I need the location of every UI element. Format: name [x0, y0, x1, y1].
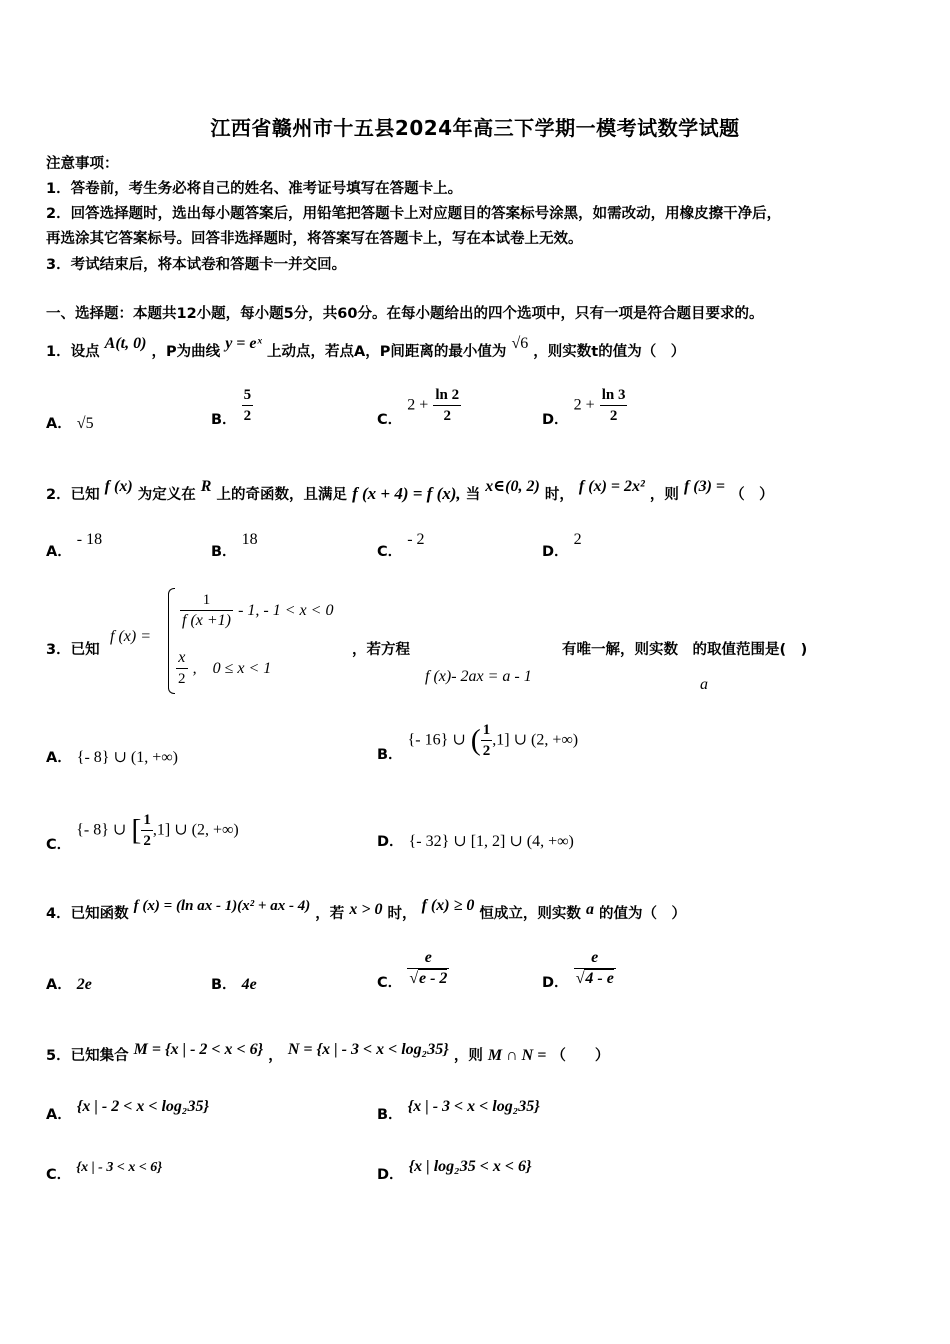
q5-option-c[interactable]: C． {x | - 3 < x < 6} — [46, 1160, 163, 1183]
q3-stem-2: 有唯一解，则实数 的取值范围是( ) — [562, 642, 808, 658]
q3-brace — [168, 588, 175, 694]
page-title: 江西省赣州市十五县2024年高三下学期一模考试数学试题 — [210, 116, 740, 140]
notice-item-1: 1．答卷前，考生务必将自己的姓名、准考证号填写在答题卡上。 — [46, 181, 463, 197]
q4-option-d[interactable]: D． $\frac{e}{√4 - e}$ — [542, 949, 614, 991]
q5-stem: 5．已知集合 M = {x | - 2 < x < 6} ， N = {x | - 3 < x < log₂35} ，则 M ∩ N = （ ） — [46, 1041, 610, 1064]
q2-stem: 2．已知 f (x) 为定义在 R 上的奇函数，且满足 f (x + 4) = f (x), 当 x∈(0, 2) 时， f (x) = 2x² ，则 f (3) = （ ） — [46, 478, 774, 503]
q5-option-a[interactable]: A． {x | - 2 < x < log₂35} — [46, 1098, 210, 1123]
q4-option-c[interactable]: C． $\frac{e}{√e - 2}$ — [377, 949, 448, 991]
q5-option-b[interactable]: B． {x | - 3 < x < log₂35} — [377, 1098, 540, 1123]
notice-item-2b: 再选涂其它答案标号。回答非选择题时，将答案写在答题卡上，写在本试卷上无效。 — [46, 231, 583, 247]
q3-option-b[interactable]: B． {- 16} ∪ ( $\frac{1}{2}$ ,1] ∪ (2, +∞) — [377, 722, 579, 763]
section-heading: 一、选择题：本题共12小题，每小题5分，共60分。在每小题给出的四个选项中，只有一项是符合题目要求的。 — [46, 306, 764, 322]
q2-option-b[interactable]: B． 18 — [211, 531, 258, 560]
q2-option-d[interactable]: D． 2 — [542, 531, 582, 560]
q4-option-b[interactable]: B． 4e — [211, 976, 257, 993]
q3-fx: f (x) = — [110, 628, 151, 645]
q1-stem: 1．设点 A(t, 0) ，P为曲线 y = eˣ 上动点，若点A，P间距离的最小值为 √6 ，则实数t的值为（ ） — [46, 335, 686, 360]
q1-option-a[interactable]: A． √5 — [46, 415, 94, 432]
q1-option-b[interactable]: B． $\frac{5}{2}$ — [211, 387, 252, 428]
q3-option-d[interactable]: D． {- 32} ∪ [1, 2] ∪ (4, +∞) — [377, 833, 574, 850]
q3-a: a — [700, 676, 708, 693]
q1-option-d[interactable]: D． 2 + $\frac{\ln 3}{2}$ — [542, 387, 626, 428]
q2-option-a[interactable]: A． - 18 — [46, 531, 103, 560]
q1-point-a: A(t, 0) — [104, 335, 147, 352]
q3-label: 3．已知 — [46, 642, 100, 658]
q2-option-c[interactable]: C． - 2 — [377, 531, 425, 560]
q1-curve: y = eˣ — [225, 335, 262, 352]
notice-heading: 注意事项： — [46, 156, 119, 172]
q4-option-a[interactable]: A． 2e — [46, 976, 92, 993]
q3-equation: f (x)- 2ax = a - 1 — [425, 668, 532, 685]
notice-item-2a: 2．回答选择题时，选出每小题答案后，用铅笔把答题卡上对应题目的答案标号涂黑，如需改动，用橡皮擦干净后， — [46, 206, 782, 222]
q3-stem-1: ，若方程 — [352, 642, 410, 658]
q5-option-d[interactable]: D． {x | log₂35 < x < 6} — [377, 1158, 532, 1183]
q4-stem: 4．已知函数 f (x) = (ln ax - 1)(x² + ax - 4) ，若 x > 0 时， f (x) ≥ 0 恒成立，则实数 a 的值为（ ） — [46, 897, 687, 922]
q3-option-a[interactable]: A． {- 8} ∪ (1, +∞) — [46, 749, 178, 766]
q3-case-2: $\frac{x}{2}$ , 0 ≤ x < 1 — [178, 649, 272, 687]
q1-option-c[interactable]: C． 2 + $\frac{\ln 2}{2}$ — [377, 387, 460, 428]
q3-option-c[interactable]: C． {- 8} ∪ [ $\frac{1}{2}$ ,1] ∪ (2, +∞) — [46, 812, 239, 853]
q3-case-1: $\frac{1}{f (x +1)}$ - 1, - 1 < x < 0 — [182, 592, 334, 629]
q1-sqrt6: √6 — [511, 335, 529, 352]
notice-item-3: 3．考试结束后，将本试卷和答题卡一并交回。 — [46, 257, 347, 273]
